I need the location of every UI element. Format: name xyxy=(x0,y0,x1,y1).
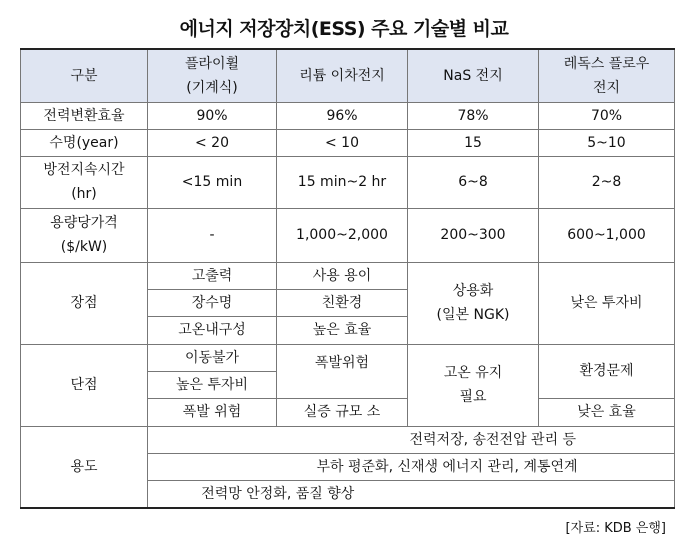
header-flywheel-name: 플라이휠 xyxy=(184,55,240,72)
header-flywheel xyxy=(148,49,277,102)
cell-value: 200~300 xyxy=(408,208,539,262)
cell-value: 6~8 xyxy=(408,156,539,208)
cell-value: 96% xyxy=(277,102,408,129)
header-nas: NaS 전지 xyxy=(408,49,539,102)
row-label: 전력변환효율 xyxy=(21,102,148,129)
cell-value: < 20 xyxy=(148,129,277,156)
cell-value: 사용 용이 xyxy=(277,262,408,289)
cell-value: 15 min~2 hr xyxy=(277,156,408,208)
source-note: [자료: KDB 은행] xyxy=(565,521,666,536)
cell-value: 600~1,000 xyxy=(539,208,675,262)
row-label-cons: 단점 xyxy=(21,344,148,426)
cell-line: 상용화 xyxy=(452,283,494,299)
cell-value xyxy=(408,262,539,344)
header-lithium: 리튬 이차전지 xyxy=(277,49,408,102)
header-redox xyxy=(539,49,675,102)
table-row xyxy=(21,129,675,156)
cell-value: 실증 규모 소 xyxy=(277,398,408,426)
cell-value: 친환경 xyxy=(277,289,408,316)
cell-value: 고출력 xyxy=(148,262,277,289)
table-row xyxy=(21,102,675,129)
cell-value: 78% xyxy=(408,102,539,129)
row-label-line1: 방전지속시간 xyxy=(43,162,125,178)
cell-empty xyxy=(148,453,277,480)
table-header-row xyxy=(21,49,675,102)
table-row xyxy=(21,344,675,371)
row-label xyxy=(21,208,148,262)
cell-value: 환경문제 xyxy=(539,344,675,398)
cell-value: 고온내구성 xyxy=(148,316,277,344)
cell-value: 90% xyxy=(148,102,277,129)
header-redox-line1: 레독스 플로우 xyxy=(563,55,650,72)
cell-value: 이동불가 xyxy=(148,344,277,371)
cell-value: 폭발 위험 xyxy=(148,398,277,426)
cell-value: 높은 투자비 xyxy=(148,371,277,398)
cell-value: 낮은 투자비 xyxy=(539,262,675,344)
table-row xyxy=(21,262,675,289)
row-label-usage: 용도 xyxy=(21,426,148,508)
cell-value: <15 min xyxy=(148,156,277,208)
cell-value: 폭발위험 xyxy=(277,344,408,398)
cell-value: 15 xyxy=(408,129,539,156)
header-redox-line2: 전지 xyxy=(592,79,621,96)
table-row xyxy=(21,156,675,208)
cell-value: - xyxy=(148,208,277,262)
usage-line-2: 부하 평준화, 신재생 에너지 관리, 계통연계 xyxy=(277,453,675,480)
usage-line-3: 전력망 안정화, 품질 향상 xyxy=(148,480,408,508)
table-row xyxy=(21,426,675,453)
cell-line: (일본 NGK) xyxy=(436,307,510,323)
cell-value: 5~10 xyxy=(539,129,675,156)
usage-line-1: 전력저장, 송전전압 관리 등 xyxy=(408,426,675,453)
cell-line: 필요 xyxy=(459,389,487,405)
cell-value: 2~8 xyxy=(539,156,675,208)
cell-value: 낮은 효율 xyxy=(539,398,675,426)
table-row xyxy=(21,208,675,262)
cell-line: 고온 유지 xyxy=(443,365,503,381)
page-title: 에너지 저장장치(ESS) 주요 기술별 비교 xyxy=(179,18,509,40)
cell-value: 장수명 xyxy=(148,289,277,316)
row-label: 수명(year) xyxy=(21,129,148,156)
cell-value: 1,000~2,000 xyxy=(277,208,408,262)
header-flywheel-type: (기계식) xyxy=(186,79,238,96)
row-label xyxy=(21,156,148,208)
cell-value: < 10 xyxy=(277,129,408,156)
row-label-line2: ($/kW) xyxy=(60,239,108,255)
cell-value: 높은 효율 xyxy=(277,316,408,344)
cell-empty xyxy=(408,480,675,508)
cell-value xyxy=(408,344,539,426)
comparison-table xyxy=(20,48,675,509)
row-label-pros: 장점 xyxy=(21,262,148,344)
row-label-line2: (hr) xyxy=(71,186,97,202)
row-label-line1: 용량당가격 xyxy=(50,215,118,231)
header-label: 구분 xyxy=(21,49,148,102)
cell-value: 70% xyxy=(539,102,675,129)
cell-empty xyxy=(148,426,408,453)
